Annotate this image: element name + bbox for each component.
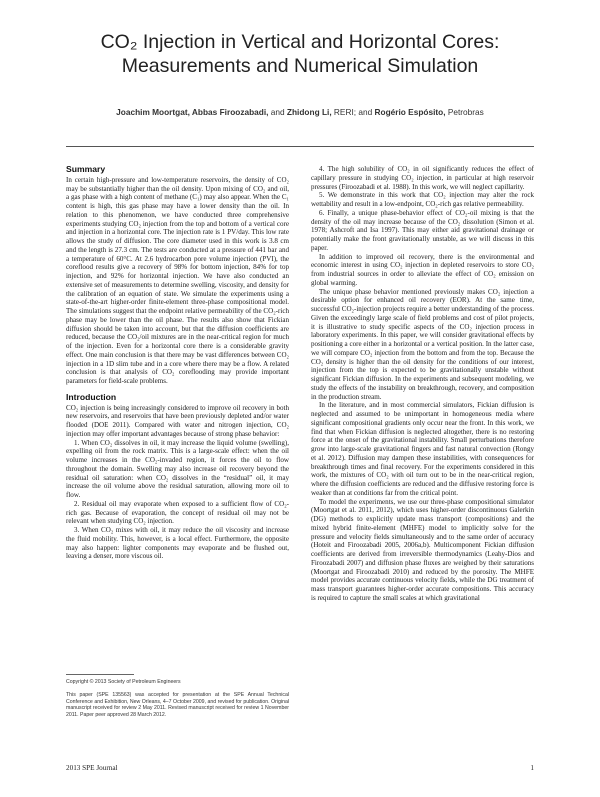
journal-name: 2013 SPE Journal <box>66 764 118 772</box>
authors-secondary: Zhidong Li, <box>286 107 332 117</box>
summary-heading: Summary <box>66 164 106 174</box>
intro-paragraph: 1. When CO₂ dissolves in oil, it may increase the liquid volume (swelling), expelling oil from the rock matrix. This is a large-scale effect: when the oil volume increases in the CO₂-invaded region, it forces the oil to flow throughout the domain. Swelling may also increase oil recovery beyond the residual oil saturation: when CO₂ dissolves in the “residual” oil, it may increase the oil volume above the residual saturation, allowing more oil to flow. <box>66 438 289 499</box>
body-paragraph: 5. We demonstrate in this work that CO₂ injection may alter the rock wettability and result in a low-endpoint, CO₂-rich gas relative permeability. <box>311 191 534 208</box>
affiliation-petrobras: Petrobras <box>445 107 484 117</box>
body-paragraph: To model the experiments, we use our three-phase compositional simulator (Moortgat et al. 2011, 2012), which uses higher-order discontinuous Galerkin (DG) methods to explicitly update mass transport (compositions) and the mixed hybrid finite-element (MHFE) model to implicitly solve for the pressure and velocity fields simultaneously and to the same order of accuracy (Hoteit and Firoozabadi 2005, 2006a,b). Multicomponent Fickian diffusion coefficients are derived from irreversible thermodynamics (Leahy-Dios and Firoozabadi 2007) and diffusion phase fluxes are weighed by their saturations (Moortgat and Firoozabadi 2010) and reduced by the porosity. The MHFE model provides accurate continuous velocity fields, while the DG treatment of mass transport guarantees higher-order accurate compositions. This accuracy is required to capture the small scales at which gravitational <box>311 497 534 602</box>
body-paragraph: In addition to improved oil recovery, there is the environmental and economic interest in using CO₂ injection in depleted reservoirs to store CO₂ from industrial sources in order to alleviate the effect of CO₂ emission on global warming. <box>311 252 534 287</box>
authors-tertiary: Rogério Espósito, <box>374 107 446 117</box>
summary-text: In certain high-pressure and low-temperature reservoirs, the density of CO₂ may be substantially higher than the oil density. Upon mixing of CO₂ and oil, a gas phase with a high content of methane (C₁) may also appear. When the C₁ content is high, this gas phase may have a lower density than the oil. In relation to this phenomenon, we have conducted three comprehensive experiments studying CO₂ injection from the top and bottom of a vertical core and injection in a horizontal core. The injection rate is 1 PV/day. This low rate allows the study of diffusion. The core diameter used in this work is 3.8 cm and the length is 27.3 cm. The tests are conducted at a pressure of 441 bar and a temperature of 60°C. At 2.6 hydrocarbon pore volume injection (PVI), the coreflood results give a recovery of 98% for bottom injection, 84% for top injection, and 92% for horizontal injection. We have also conducted an extensive set of measurements to determine swelling, viscosity, and density for the calibration of an equation of state. We simulate the experiments using a state-of-the-art higher-order finite-element three-phase compositional model. The simulations suggest that the endpoint relative permeability of the CO₂-rich phase may be lower than the oil phase. The results also show that Fickian diffusion should be taken into account, but that the diffusion coefficients are reduced, because the CO₂/oil mixtures are in the near-critical region for much of the injection. Even for a horizontal core there is a considerable gravity effect. One main conclusion is that there may be vast differences between CO₂ injection in a 1D slim tube and in a core where there may be a flow. A related conclusion is that analysis of CO₂ coreflooding may provide important parameters for field-scale problems. <box>66 175 289 385</box>
intro-paragraph: CO₂ injection is being increasingly considered to improve oil recovery in both new reservoirs, and reservoirs that have been previously depleted and/or water flooded (DOE 2011). Compared with water and nitrogen injection, CO₂ injection may offer important advantages because of strong phase behavior: <box>66 403 289 438</box>
left-column <box>66 165 289 561</box>
intro-paragraph: 3. When CO₂ mixes with oil, it may reduce the oil viscosity and increase the fluid mobility. This, however, is a local effect. Furthermore, the opposite may also happen: lighter components may evaporate and be flushed out, leaving a denser, more viscous oil. <box>66 526 289 561</box>
body-paragraph: The unique phase behavior mentioned previously makes CO₂ injection a desirable option for enhanced oil recovery (EOR). At the same time, successful CO₂-injection projects require a better understanding of the process. Given the exceedingly large scale of field problems and cost of pilot projects, it is illustrative to study specific aspects of the CO₂ injection process in laboratory experiments. In this paper, we will consider gravitational effects by positioning a core either in a horizontal or a vertical position. In the latter case, we will compare CO₂ injection from the bottom and from the top. Because the CO₂ density is higher than the oil density for the conditions of our interest, injection from the top is expected to be gravitationally unstable without significant Fickian diffusion. In the experiments and subsequent modeling, we study the effects of the instability on breakthrough, recovery, and composition in the production stream. <box>311 287 534 401</box>
intro-paragraph: 2. Residual oil may evaporate when exposed to a sufficient flow of CO₂-rich gas. Because of evaporation, the concept of residual oil may not be relevant when studying CO₂ injection. <box>66 499 289 526</box>
body-paragraph: 6. Finally, a unique phase-behavior effect of CO₂-oil mixing is that the density of the oil may increase because of the CO₂ dissolution (Simon et al. 1978; Ashcroft and Isa 1997). This may either aid gravitational drainage or potentially make the front gravitationally unstable, as we will discuss in this paper. <box>311 208 534 252</box>
page-number: 1 <box>530 764 534 772</box>
author-line <box>40 107 560 117</box>
affiliation-reri: RERI; <box>331 107 359 117</box>
body-paragraph: In the literature, and in most commercial simulators, Fickian diffusion is neglected and assumed to be unimportant in homogeneous media where significant compositional gradients only occur near the front. In this work, we find that when Fickian diffusion is neglected altogether, there is no restoring force at the onset of the gravitational instability. Small perturbations therefore grow into large-scale gravitational fingers and fast natural convection (Rongy et al. 2012). Diffusion may dampen these instabilities, with consequences for breakthrough times and final recovery. For the experiments considered in this work, the mixtures of CO₂ with oil turn out to be in the near-critical region, where the diffusion coefficients are reduced and the diffusive restoring force is weaker than at conditions far from the critical point. <box>311 401 534 497</box>
body-paragraph: 4. The high solubility of CO₂ in oil significantly reduces the effect of capillary pressure in studying CO₂ injection, in particular at high reservoir pressures (Firoozabadi et al. 1988). In this work, we will neglect capillarity. <box>311 165 534 191</box>
footnote-rule <box>66 674 134 675</box>
introduction-heading: Introduction <box>66 391 117 402</box>
title-rule <box>66 146 534 147</box>
authors-and-2: and <box>358 107 375 117</box>
authors-primary: Joachim Moortgat, Abbas Firoozabadi, <box>116 107 269 117</box>
paper-title: CO₂ Injection in Vertical and Horizontal Cores: Measurements and Numerical Simulation <box>100 31 500 77</box>
right-column <box>311 165 534 603</box>
copyright-notice: Copyright © 2013 Society of Petroleum Engineers <box>66 679 181 685</box>
submission-footnote: This paper (SPE 135563) was accepted for presentation at the SPE Annual Technical Conference and Exhibition, New Orleans, 4–7 October 2009, and revised for publication. Original manuscript received for review 2 May 2011. Revised manuscript received for review 1 November 2011. Paper peer approved 28 March 2012. <box>66 692 289 718</box>
authors-and-1: and <box>268 107 287 117</box>
